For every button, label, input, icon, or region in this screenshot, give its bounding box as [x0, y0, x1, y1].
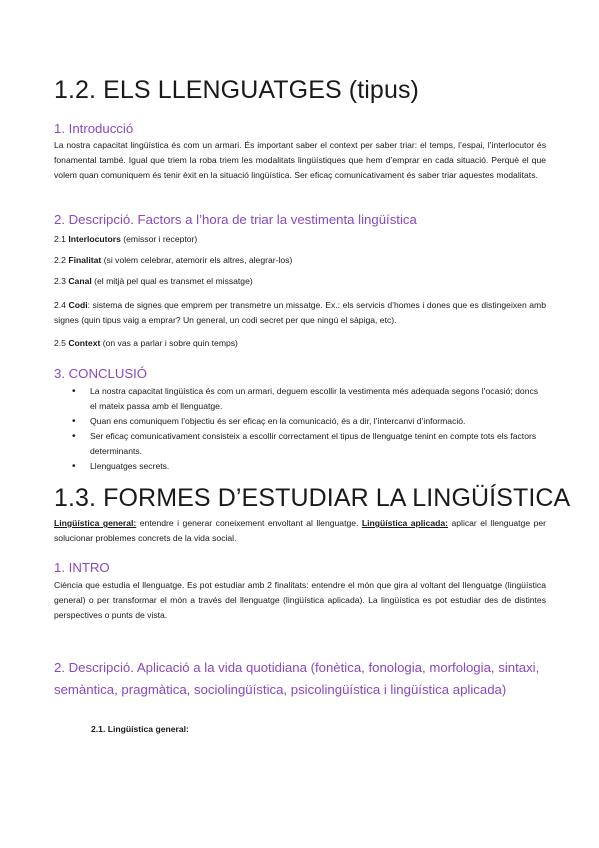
list-item: • Llenguatges secrets. — [70, 459, 546, 474]
subheading-general-linguistics: 2.1. Lingüística general: — [91, 724, 189, 734]
factor-number: 2.5 — [54, 338, 66, 348]
factor-number: 2.3 — [54, 276, 66, 286]
factor-text: (on vas a parlar i sobre quin temps) — [102, 338, 238, 348]
definition-general: entendre i generar coneixement envoltant al llenguatge. — [136, 518, 362, 528]
factor-text: (emissor i receptor) — [123, 234, 198, 244]
term-applied-linguistics: Lingüística aplicada: — [361, 518, 448, 528]
factor-text: (el mitjà pel qual es transmet el missatge) — [94, 276, 253, 286]
conclusion-heading: 3. CONCLUSIÓ — [54, 366, 148, 381]
section-title-1-3: 1.3. FORMES D’ESTUDIAR LA LINGÜÍSTICA — [54, 484, 571, 512]
factor-number: 2.4 — [54, 300, 66, 310]
factor-text: : sistema de signes que emprem per transmetre un missatge. Ex.: els servicis d’homes i dones que es distingeixen amb signes (quin tipus vaig a emprar? Un general, un codi secret per que ningú el sàpiga, etc). — [54, 300, 546, 325]
list-item: • La nostra capacitat lingüística és com un armari, deguem escollir la vestimenta més adequada segons l’ocasió; doncs el mateix passa amb el llenguatge. — [70, 384, 546, 414]
factor-term: Context — [68, 338, 101, 348]
factor-term: Codi — [68, 300, 88, 310]
factor-item — [54, 336, 546, 351]
intro-paragraph: La nostra capacitat lingüística és com un armari. És important saber el context per saber triar: el temps, l’espai, l’interlocutor és fonamental també. Igual que triem la roba triem les modalitats lingüístiques que hem d’emprar en cada situació. Perquè el que volem quan comuniquem és tenir èxit en la situació lingüística. Ser eficaç comunicativament és saber triar aquestes modalitats. — [54, 140, 546, 180]
section-title-1-2: 1.2. ELS LLENGUATGES (tipus) — [54, 76, 419, 104]
definitions-paragraph — [54, 516, 546, 546]
intro-heading: 1. Introducció — [54, 121, 134, 136]
list-item: • Quan ens comuniquem l’objectiu és ser eficaç en la comunicació, és a dir, l’intercanvi d’informació. — [70, 414, 546, 429]
factor-term: Interlocutors — [68, 234, 121, 244]
factor-number: 2.1 — [54, 234, 66, 244]
term-general-linguistics: Lingüística general: — [54, 518, 137, 528]
description-heading: 2. Descripció. Factors a l’hora de triar la vestimenta lingüística — [54, 212, 417, 227]
factor-item — [54, 232, 546, 247]
conclusion-list — [70, 384, 546, 474]
factor-term: Canal — [68, 276, 92, 286]
intro-paragraph-2: Ciència que estudia el llenguatge. Es pot estudiar amb 2 finalitats: entendre el món que gira al voltant del llenguatge (lingüística general) o per transformar el món a través del llenguatge (lingüística aplicada). La lingüística es pot estudiar des de distintes perspectives o punts de vista. — [54, 580, 546, 620]
list-item: • Ser eficaç comunicativament consisteix a escollir correctament el tipus de llenguatge tenint en compte tots els factors determinants. — [70, 429, 546, 459]
factor-item — [54, 274, 546, 289]
factor-number: 2.2 — [54, 255, 66, 265]
factor-item — [54, 253, 546, 268]
intro-heading-2: 1. INTRO — [54, 560, 110, 575]
description-heading-2: 2. Descripció. Aplicació a la vida quotidiana (fonètica, fonologia, morfologia, sintaxi, semàntica, pragmàtica, sociolingüística, psicolingüística i lingüística aplicada) — [54, 660, 540, 697]
factor-text: (si volem celebrar, atemorir els altres, alegrar-los) — [103, 255, 293, 265]
factor-item — [54, 298, 546, 328]
factor-term: Finalitat — [68, 255, 102, 265]
definition-applied: aplicar el llenguatge per solucionar problemes concrets de la vida social. — [54, 518, 546, 543]
